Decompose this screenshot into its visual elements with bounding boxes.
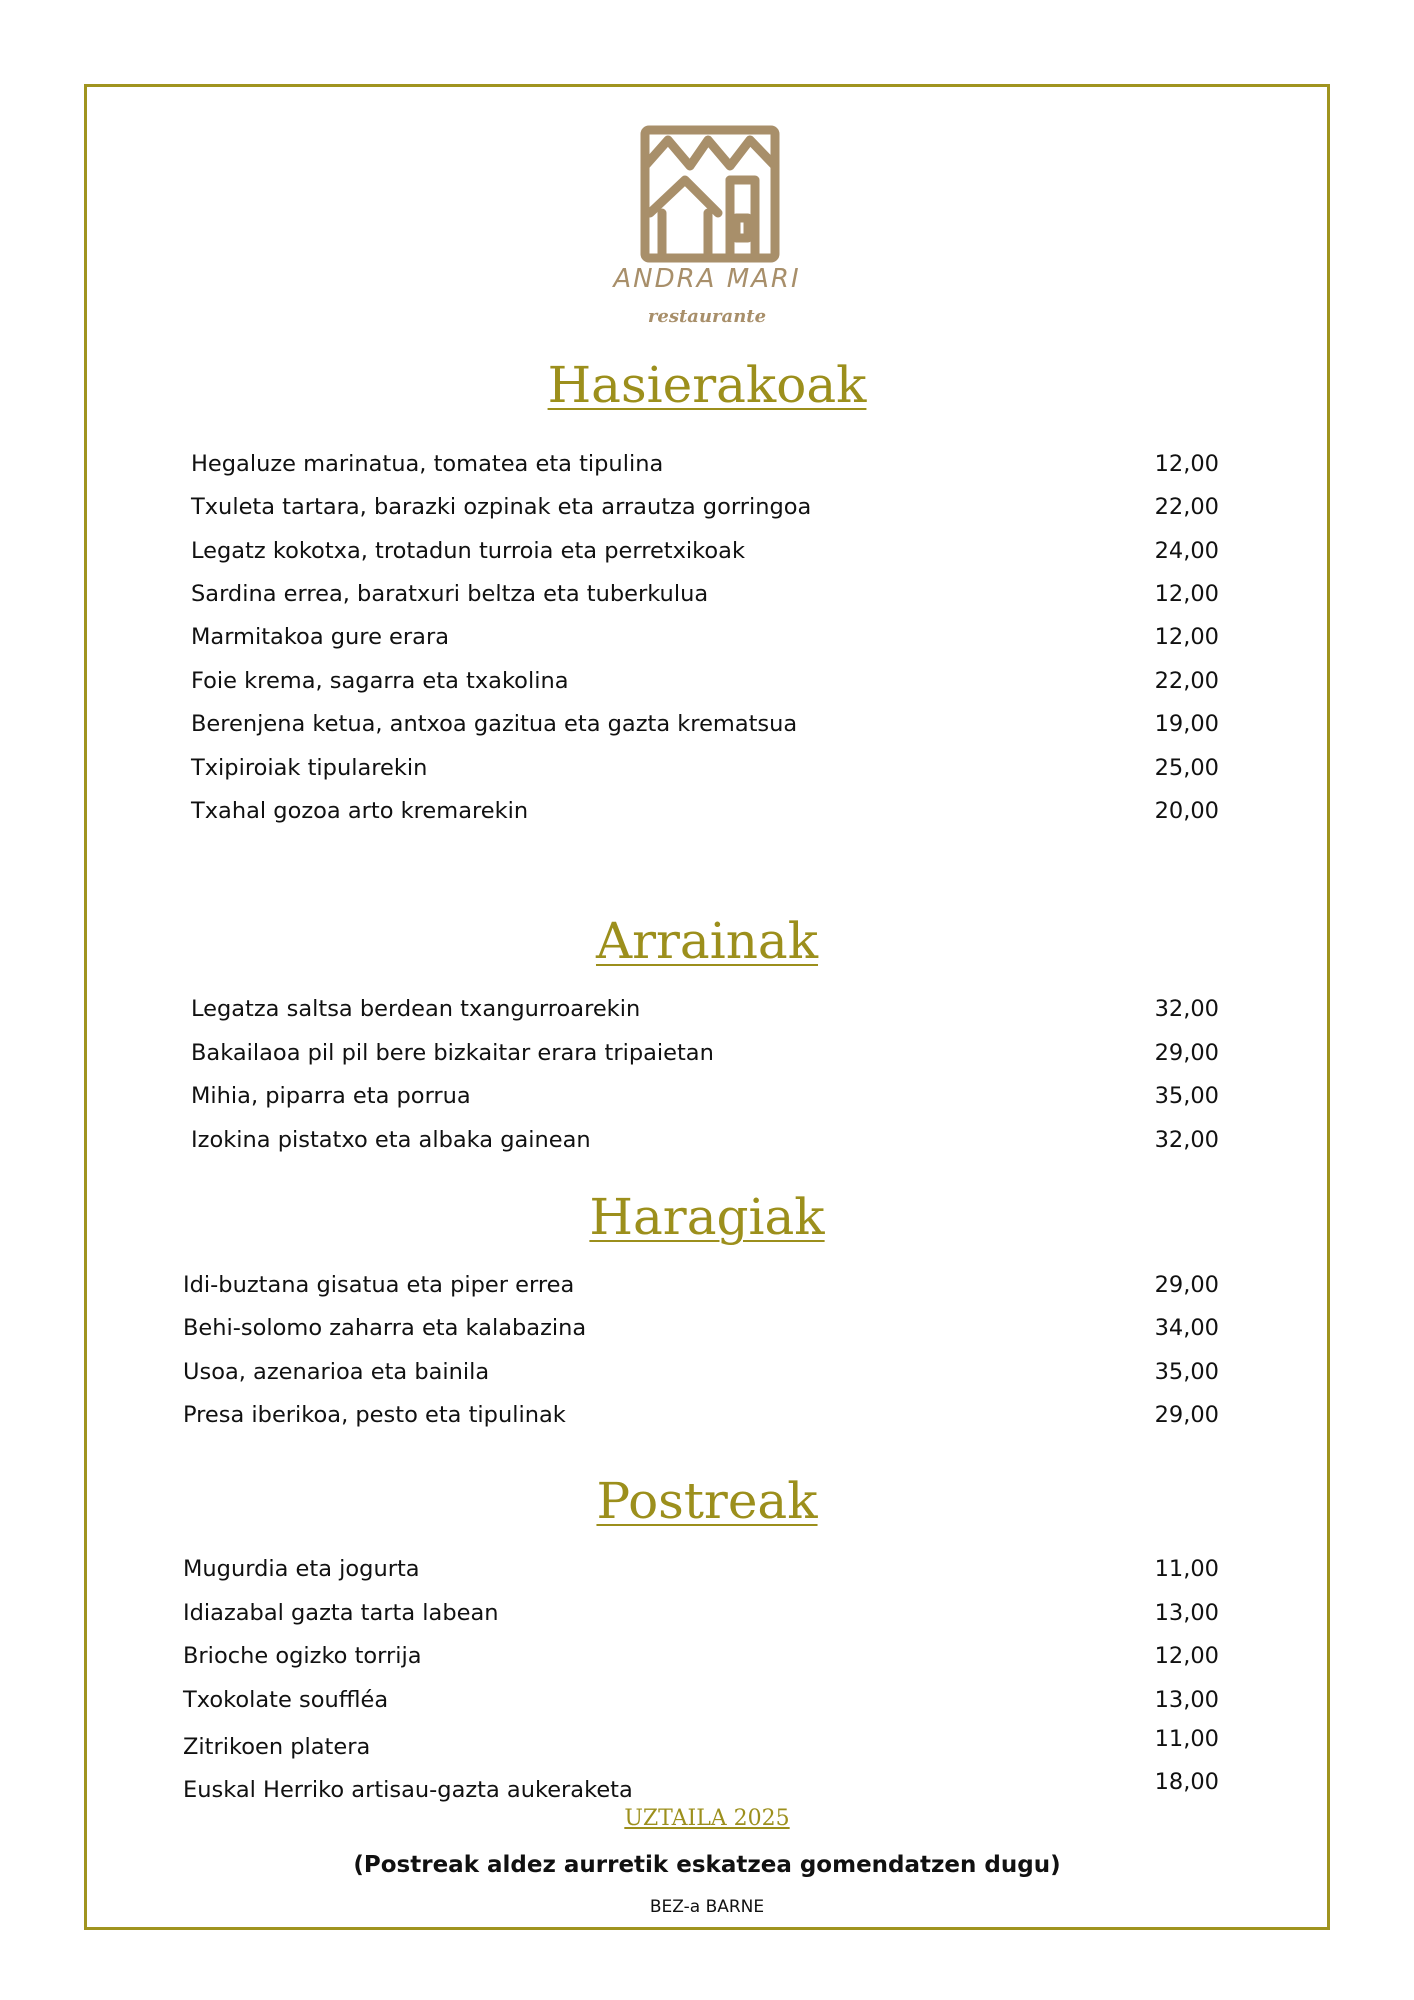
dish-name: Izokina pistatxo eta albaka gainean <box>191 1127 591 1153</box>
dish-price: 12,00 <box>1154 451 1219 477</box>
dish-price: 22,00 <box>1154 494 1219 520</box>
dish-price: 22,00 <box>1154 668 1219 694</box>
section-title-postreak: Postreak <box>596 1472 818 1530</box>
house-logo-icon <box>590 118 830 338</box>
menu-item <box>0 1265 1414 1305</box>
dish-price: 20,00 <box>1154 798 1219 824</box>
dish-name: Txahal gozoa arto kremarekin <box>191 798 529 824</box>
dish-price: 12,00 <box>1154 624 1219 650</box>
dish-price: 34,00 <box>1154 1315 1219 1341</box>
dish-price: 11,00 <box>1154 1726 1219 1752</box>
dish-name: Idiazabal gazta tarta labean <box>183 1600 499 1626</box>
menu-item <box>0 704 1414 744</box>
dish-price: 32,00 <box>1154 996 1219 1022</box>
menu-item <box>0 1076 1414 1116</box>
dish-name: Foie krema, sagarra eta txakolina <box>191 668 569 694</box>
section-title-hasierakoak: Hasierakoak <box>547 356 867 414</box>
dish-price: 32,00 <box>1154 1127 1219 1153</box>
section-title-haragiak: Haragiak <box>589 1188 825 1246</box>
dish-name: Txuleta tartara, barazki ozpinak eta arrautza gorringoa <box>191 494 812 520</box>
menu-item <box>0 617 1414 657</box>
menu-item <box>0 989 1414 1029</box>
dish-name: Hegaluze marinatua, tomatea eta tipulina <box>191 451 664 477</box>
dish-name: Euskal Herriko artisau-gazta aukeraketa <box>183 1777 633 1803</box>
dish-price: 11,00 <box>1154 1556 1219 1582</box>
dish-name: Legatza saltsa berdean txangurroarekin <box>191 996 641 1022</box>
dish-price: 12,00 <box>1154 581 1219 607</box>
dish-price: 35,00 <box>1154 1083 1219 1109</box>
menu-item <box>0 1033 1414 1073</box>
restaurant-logo <box>590 118 830 338</box>
menu-item <box>0 1308 1414 1348</box>
dish-name: Legatz kokotxa, trotadun turroia eta perretxikoak <box>191 538 745 564</box>
dish-price: 13,00 <box>1154 1600 1219 1626</box>
menu-date: UZTAILA 2025 <box>624 1806 790 1831</box>
dish-name: Berenjena ketua, antxoa gazitua eta gazta krematsua <box>191 711 798 737</box>
dessert-order-note: (Postreak aldez aurretik eskatzea gomendatzen dugu) <box>353 1852 1061 1878</box>
menu-item <box>0 531 1414 571</box>
menu-item <box>0 444 1414 484</box>
dish-price: 12,00 <box>1154 1643 1219 1669</box>
dish-price: 13,00 <box>1154 1687 1219 1713</box>
dish-name: Bakailaoa pil pil bere bizkaitar erara tripaietan <box>191 1040 714 1066</box>
dish-price: 19,00 <box>1154 711 1219 737</box>
menu-item <box>0 791 1414 831</box>
dish-price: 29,00 <box>1154 1272 1219 1298</box>
menu-item <box>0 1723 1414 1763</box>
dish-name: Behi-solomo zaharra eta kalabazina <box>183 1315 587 1341</box>
dish-name: Zitrikoen platera <box>183 1734 371 1760</box>
dish-price: 24,00 <box>1154 538 1219 564</box>
dish-name: Mihia, piparra eta porrua <box>191 1083 471 1109</box>
dish-name: Brioche ogizko torrija <box>183 1643 422 1669</box>
menu-item <box>0 487 1414 527</box>
dish-name: Marmitakoa gure erara <box>191 624 449 650</box>
menu-item <box>0 1766 1414 1806</box>
vat-included-note: BEZ-a BARNE <box>649 1897 765 1917</box>
dish-price: 25,00 <box>1154 755 1219 781</box>
menu-item <box>0 748 1414 788</box>
dish-name: Mugurdia eta jogurta <box>183 1556 420 1582</box>
dish-name: Txokolate souffléa <box>183 1687 389 1713</box>
section-title-arrainak: Arrainak <box>595 912 819 970</box>
dish-name: Usoa, azenarioa eta bainila <box>183 1359 490 1385</box>
dish-price: 35,00 <box>1154 1359 1219 1385</box>
dish-price: 29,00 <box>1154 1402 1219 1428</box>
menu-item <box>0 661 1414 701</box>
logo-subtitle: restaurante <box>647 306 767 327</box>
dish-price: 29,00 <box>1154 1040 1219 1066</box>
menu-item <box>0 574 1414 614</box>
menu-item <box>0 1120 1414 1160</box>
dish-name: Txipiroiak tipularekin <box>191 755 428 781</box>
dish-name: Idi-buztana gisatua eta piper errea <box>183 1272 575 1298</box>
menu-item <box>0 1636 1414 1676</box>
menu-item <box>0 1549 1414 1589</box>
menu-item <box>0 1593 1414 1633</box>
dish-name: Sardina errea, baratxuri beltza eta tuberkulua <box>191 581 709 607</box>
logo-name: ANDRA MARI <box>613 264 801 294</box>
menu-item <box>0 1352 1414 1392</box>
menu-item <box>0 1395 1414 1435</box>
menu-item <box>0 1680 1414 1720</box>
dish-price: 18,00 <box>1154 1769 1219 1795</box>
dish-name: Presa iberikoa, pesto eta tipulinak <box>183 1402 566 1428</box>
